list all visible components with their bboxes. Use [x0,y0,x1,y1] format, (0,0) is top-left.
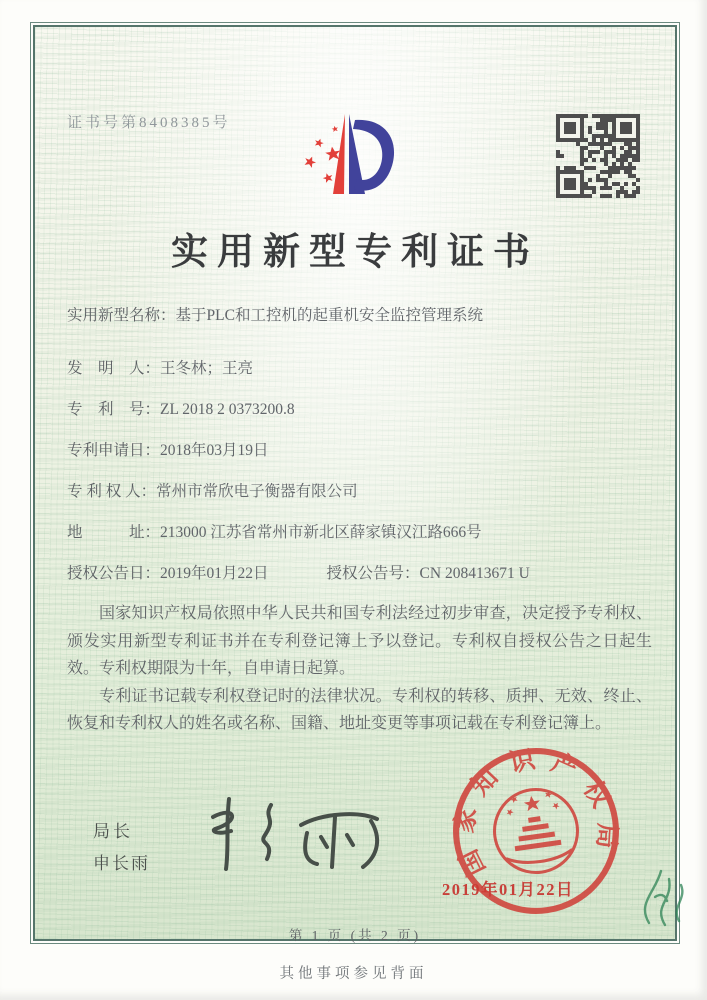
field-label: 专 利 号： [67,401,161,418]
legal-paragraph-1: 国家知识产权局依照中华人民共和国专利法经过初步审查，决定授予专利权、颁发实用新型专利证书并在专利登记簿上予以登记。专利权自授权公告之日起生效。专利权期限为十年，自申请日起算。 [67,605,652,677]
field-address [67,520,645,542]
field-patentee [67,479,645,501]
field-value: 常州市常欣电子衡器有限公司 [156,483,358,500]
field-label: 地 址： [67,524,161,541]
patent-logo-icon [283,107,453,225]
field-value: 2018年03月19日 [160,442,269,459]
legal-paragraph-2: 专利证书记载专利权登记时的法律状况。专利权的转移、质押、无效、终止、恢复和专利权人的姓名或名称、国籍、地址变更等事项记载在专利登记簿上。 [67,687,652,732]
certificate-number: 证书号第8408385号 [67,115,231,131]
field-label: 授权公告号： [326,565,420,582]
signature-script [201,787,396,875]
svg-text:国家知识产权局 [440,735,626,882]
field-value: 基于PLC和工控机的起重机安全监控管理系统 [175,307,483,324]
seal-ring-text: 国家知识产权局 [450,745,622,881]
field-label: 实用新型名称： [67,307,176,324]
field-value: 王冬林；王亮 [160,360,254,377]
field-label: 专利申请日： [67,442,161,459]
field-value: 213000 江苏省常州市新北区薛家镇汉江路666号 [160,524,482,541]
field-value: CN 208413671 U [419,565,530,582]
certificate-frame [30,22,680,944]
page-number: 第 1 页 (共 2 页) [288,928,422,943]
field-grant-announcement [67,561,645,583]
field-label: 授权公告日： [67,565,161,582]
field-label: 专 利 权 人： [67,483,157,500]
field-patent-number [67,397,645,419]
field-value: ZL 2018 2 0373200.8 [160,401,295,418]
field-inventors [67,356,645,378]
legal-text [67,600,652,738]
field-value: 2019年01月22日 [160,565,269,582]
commissioner-name: 申长雨 [93,854,150,873]
field-label: 发 明 人： [67,360,161,377]
qr-code [554,112,646,204]
field-filing-date [67,438,645,460]
ornament-flourish-icon [635,857,699,929]
official-seal [439,734,633,928]
commissioner-role-label: 局长 [93,822,133,841]
field-utility-model-name [67,303,645,325]
certificate-title: 实用新型专利证书 [171,232,539,273]
seal-date: 2019年01月22日 [442,880,574,899]
certificate-body [33,25,677,941]
back-side-note: 其他事项参见背面 [279,966,428,982]
